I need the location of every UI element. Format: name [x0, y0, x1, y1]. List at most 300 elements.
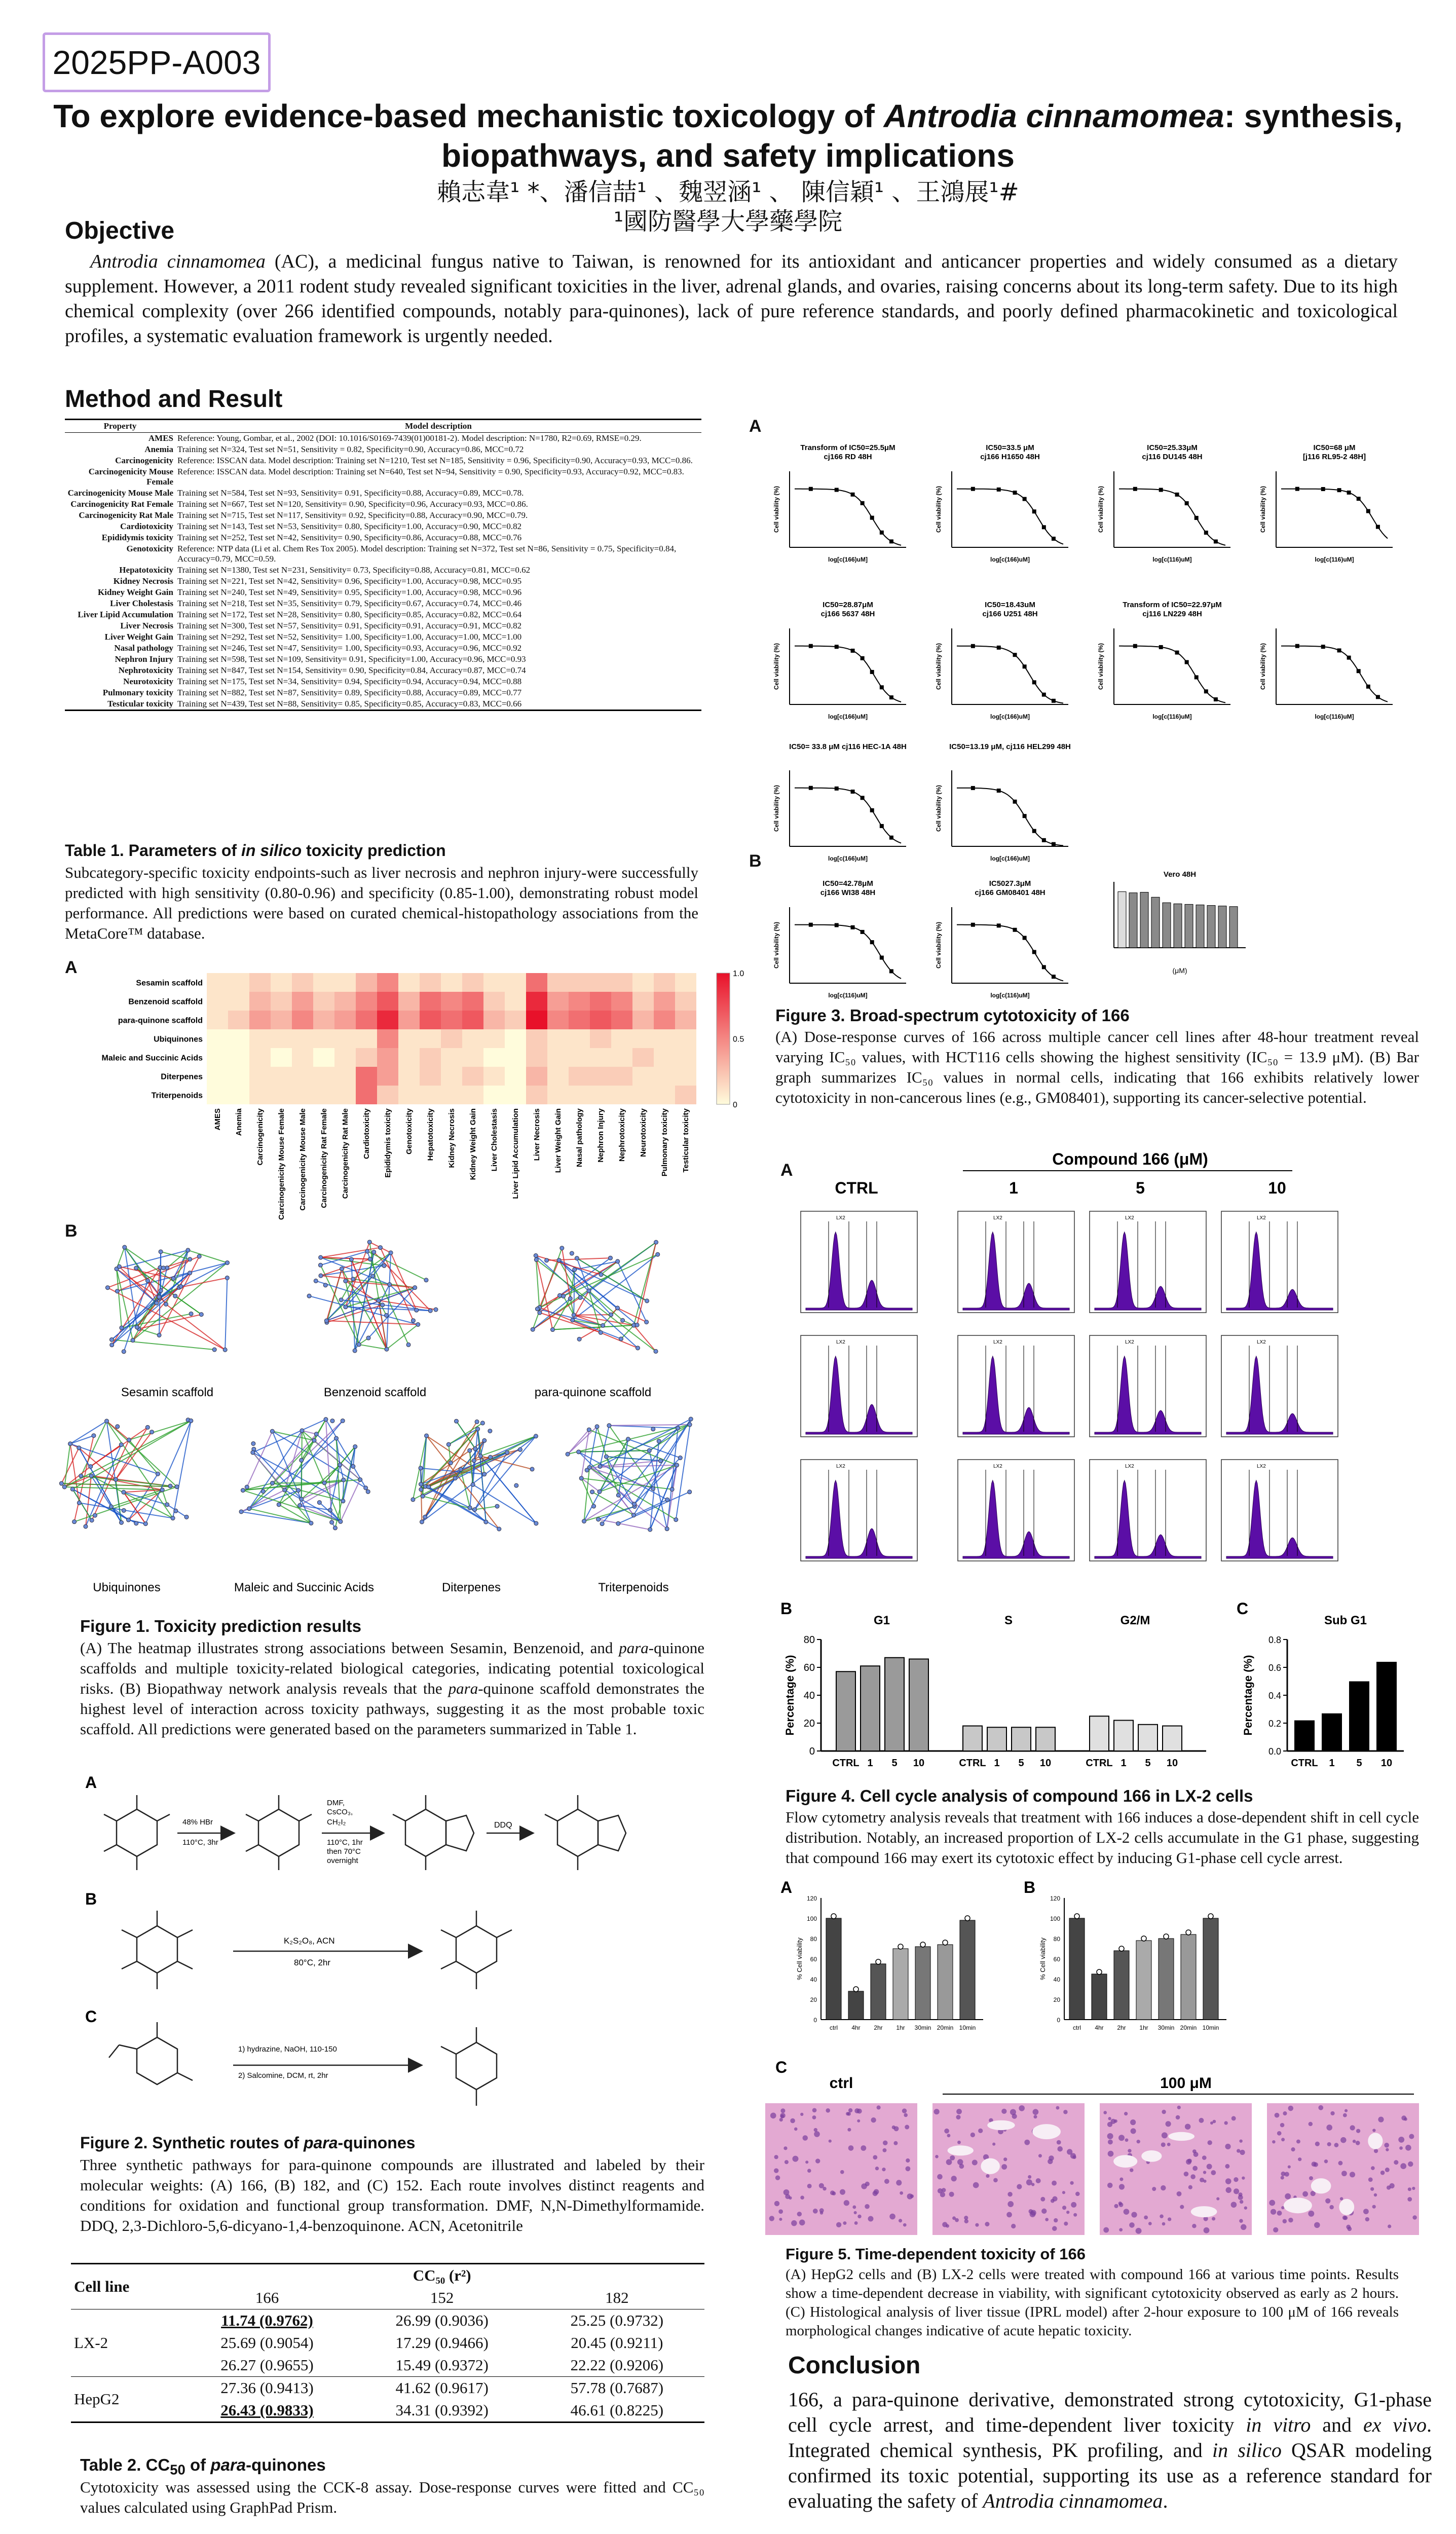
- x-label: log[c(166)uM]: [990, 556, 1030, 563]
- nucleus: [847, 2112, 850, 2115]
- network-node: [575, 1256, 579, 1260]
- subg1-bar: [1294, 1721, 1315, 1752]
- title-line2: biopathways, and safety implications: [441, 137, 1015, 174]
- network-node: [416, 1322, 420, 1326]
- x-tick-label: 1hr: [1139, 2024, 1148, 2031]
- network-edge: [117, 1269, 133, 1340]
- table2-value: 17.29 (0.9466): [395, 2334, 489, 2352]
- nucleus: [1353, 2140, 1356, 2143]
- nucleus: [1052, 2226, 1057, 2231]
- network-node: [377, 1298, 381, 1302]
- y-tick-label: 20: [810, 1996, 817, 2003]
- network-node: [411, 1498, 415, 1502]
- y-label: Cell viability (%): [935, 643, 942, 690]
- network-node: [616, 1493, 620, 1497]
- heatmap-cell: [420, 973, 441, 992]
- heatmap-cell: [249, 1011, 271, 1029]
- table1-row: [65, 455, 701, 466]
- y-tick-label: 0.6: [1268, 1663, 1281, 1673]
- cell-cycle-bar: [963, 1726, 982, 1752]
- y-label: Percentage (%): [783, 1655, 796, 1736]
- network-node: [68, 1442, 72, 1446]
- table1-property: Nasal pathology: [114, 643, 173, 653]
- network-node: [319, 1274, 323, 1278]
- data-point: [997, 488, 1001, 492]
- nucleus: [947, 2134, 950, 2137]
- table1-row: [65, 433, 701, 444]
- network-node: [318, 1263, 322, 1267]
- network-node: [378, 1246, 382, 1250]
- network-node: [413, 1286, 417, 1290]
- nucleus: [1036, 2178, 1041, 2183]
- table2-caption-post: -quinones: [246, 2455, 326, 2474]
- network-node: [145, 1279, 150, 1283]
- nucleus: [1231, 2202, 1237, 2208]
- network-node: [314, 1432, 318, 1436]
- nucleus: [1238, 2195, 1243, 2200]
- network-node: [223, 1348, 227, 1352]
- nucleus: [802, 2135, 808, 2141]
- network-node: [323, 1283, 327, 1287]
- network-node: [366, 1489, 370, 1494]
- nucleus: [1244, 2206, 1247, 2209]
- nucleus: [1269, 2200, 1275, 2206]
- vero-bar: [1118, 892, 1126, 948]
- subg1-bar: [1349, 1682, 1369, 1752]
- plot-subtitle: cj166 RD 48H: [824, 453, 872, 461]
- data-point: [809, 923, 813, 927]
- table1-model-description: Training set N=667, Test set N=120, Sensitivity= 0.90, Specificity=0.96, Accuracy=0.93, MCC=0.86.: [177, 499, 528, 509]
- histogram-label: LX2: [836, 1339, 845, 1345]
- nucleus: [1309, 2122, 1313, 2126]
- nucleus: [1272, 2140, 1276, 2144]
- subg1-title: Sub G1: [1324, 1614, 1367, 1627]
- table1-description: Subcategory-specific toxicity endpoints-such as liver necrosis and nephron injury-were successfully predicted with high sensitivity (0.80-0.96) and specificity (0.85-1.00), demonstrating robust model performance. All predictions were based on curated chemical-histopathology associations from the MetaCore™ database.: [65, 864, 698, 942]
- x-label: log[c(166)uM]: [990, 855, 1030, 862]
- heatmap-cell: [569, 1011, 590, 1029]
- plot-title: IC50=68 μM: [1313, 443, 1356, 452]
- nucleus: [873, 2191, 878, 2196]
- network-node: [651, 1427, 655, 1431]
- network-node: [298, 1503, 302, 1507]
- histogram-label: LX2: [993, 1464, 1002, 1469]
- viability-bar: [915, 1947, 930, 2020]
- nucleus: [1019, 2105, 1025, 2111]
- nucleus: [1114, 2204, 1118, 2208]
- heatmap-cell: [505, 1067, 526, 1086]
- table1-property: Liver Weight Gain: [104, 632, 173, 642]
- nucleus: [1114, 2119, 1117, 2123]
- heatmap-cell: [228, 1048, 249, 1067]
- heatmap-cell: [611, 1067, 632, 1086]
- x-tick-label: 10: [1039, 1758, 1052, 1769]
- network-edge: [173, 1421, 191, 1518]
- nucleus: [1033, 2109, 1039, 2115]
- table2-compound: 166: [179, 2287, 354, 2309]
- data-point: [971, 786, 975, 790]
- network-node: [109, 1337, 114, 1341]
- table1-property: Liver Lipid Accumulation: [78, 610, 173, 619]
- data-point: [880, 956, 884, 960]
- table1-model-description: Training set N=240, Test set N=49, Sensitivity= 0.95, Specificity=1.00, Accuracy=0.98, MCC=0.96: [177, 587, 522, 597]
- network-node: [122, 1490, 126, 1494]
- network-node: [155, 1301, 159, 1305]
- network-edge: [473, 1429, 477, 1485]
- network-edge: [391, 1253, 417, 1310]
- cell-cycle-bar: [1036, 1727, 1055, 1751]
- cell-cycle-bar: [987, 1727, 1006, 1751]
- heatmap-colorbar: [717, 973, 730, 1104]
- heatmap-cell: [356, 1086, 377, 1104]
- fig1-desc-a1: (A) The heatmap illustrates strong associations between Sesamin, Benzenoid, and: [80, 1639, 619, 1657]
- nucleus: [1162, 2222, 1166, 2226]
- x-label: log[c(116)uM]: [1152, 713, 1192, 720]
- nucleus: [949, 2192, 954, 2197]
- network-edge: [249, 1509, 311, 1523]
- network-node: [134, 1266, 138, 1270]
- network-node: [371, 1274, 375, 1278]
- nucleus: [1202, 2155, 1207, 2160]
- heatmap-cell: [547, 1029, 569, 1048]
- nucleus: [1207, 2140, 1212, 2145]
- nucleus: [1204, 2227, 1210, 2233]
- group-title: G1: [873, 1614, 890, 1627]
- nucleus: [852, 2206, 856, 2209]
- x-tick-label: 1: [1329, 1758, 1335, 1769]
- heatmap-col-label: Kidney Necrosis: [447, 1108, 456, 1168]
- poster-code: 2025PP-A003: [52, 44, 261, 81]
- network-node: [475, 1420, 479, 1424]
- nucleus: [1225, 2144, 1230, 2149]
- y-label: Cell viability (%): [935, 486, 942, 533]
- dose-response-plot: [1259, 628, 1393, 720]
- nucleus: [1386, 2148, 1389, 2151]
- fig2-cond-a2-5: overnight: [327, 1856, 358, 1865]
- fig3-caption: Figure 3. Broad-spectrum cytotoxicity of 166: [775, 1006, 1130, 1025]
- network-edge: [451, 1422, 477, 1463]
- y-tick-label: 80: [810, 1935, 817, 1943]
- heatmap-cell: [569, 1048, 590, 1067]
- dose-response-plot: [1097, 601, 1230, 720]
- network-edge: [470, 1508, 486, 1522]
- network-node: [317, 1501, 321, 1505]
- network-node: [579, 1476, 583, 1480]
- nucleus: [792, 2156, 798, 2162]
- network-node: [419, 1482, 423, 1486]
- nucleus: [1343, 2113, 1347, 2117]
- nucleus: [1327, 2142, 1331, 2146]
- network-node: [212, 1348, 216, 1352]
- nucleus: [1041, 2209, 1047, 2214]
- network-node: [427, 1485, 431, 1489]
- nucleus: [950, 2155, 955, 2160]
- table1-model-description: Training set N=175, Test set N=34, Sensitivity= 0.94, Specificity=0.94, Accuracy=0.94, MCC=0.88: [177, 677, 522, 686]
- y-tick-label: 40: [803, 1690, 815, 1701]
- heatmap-cell: [228, 1029, 249, 1048]
- network-edge: [473, 1484, 536, 1523]
- network-node: [173, 1294, 177, 1298]
- network-node: [425, 1434, 429, 1438]
- nucleus: [1033, 2115, 1037, 2118]
- nucleus: [1284, 2172, 1289, 2176]
- vero-bar: [1140, 892, 1148, 948]
- table2-value: 22.22 (0.9206): [530, 2354, 704, 2377]
- plot-title: IC5027.3μM: [989, 879, 1031, 888]
- vacuole: [1032, 2124, 1061, 2139]
- histogram-label: LX2: [1125, 1215, 1134, 1221]
- network-node: [342, 1478, 346, 1482]
- network-node: [261, 1489, 265, 1494]
- heatmap-cell: [398, 1011, 420, 1029]
- network-node: [353, 1349, 357, 1353]
- fig2-caption-post: -quinones: [338, 2134, 416, 2152]
- nucleus: [986, 2174, 989, 2178]
- nucleus: [1001, 2164, 1007, 2170]
- nucleus: [1006, 2212, 1012, 2218]
- nucleus: [774, 2201, 779, 2206]
- network-edge: [579, 1450, 650, 1452]
- network-node: [472, 1459, 476, 1463]
- nucleus: [1356, 2141, 1360, 2145]
- heatmap-cell: [271, 1067, 292, 1086]
- nucleus: [1040, 2197, 1045, 2202]
- network-node: [670, 1487, 674, 1492]
- poster-title: [41, 96, 1415, 175]
- nucleus: [1234, 2188, 1239, 2194]
- y-tick-label: 100: [1050, 1915, 1060, 1922]
- replicate-point: [920, 1942, 925, 1947]
- vero-bar: [1207, 906, 1215, 948]
- heatmap-cell: [249, 1048, 271, 1067]
- flow-histogram: [1221, 1335, 1338, 1437]
- vero-bar: [1174, 904, 1182, 948]
- nucleus: [1001, 2109, 1006, 2114]
- y-label: Cell viability (%): [1097, 643, 1104, 690]
- vero-bar: [1229, 907, 1238, 948]
- flow-histogram: [1221, 1211, 1338, 1313]
- heatmap-cell: [590, 992, 611, 1011]
- nucleus: [1207, 2164, 1212, 2169]
- network-node: [186, 1248, 190, 1252]
- network-node: [283, 1488, 287, 1492]
- network-node: [459, 1467, 463, 1471]
- fit-curve: [1281, 646, 1388, 702]
- data-point: [1357, 497, 1361, 501]
- network-edge: [475, 1506, 497, 1510]
- network-node: [419, 1487, 423, 1492]
- heatmap-row-label: para-quinone scaffold: [118, 1016, 203, 1025]
- data-point: [809, 644, 813, 648]
- viability-bar: [1181, 1934, 1196, 2020]
- nucleus: [847, 2128, 851, 2132]
- conclusion-t5: .: [1163, 2489, 1168, 2512]
- data-point: [1295, 644, 1299, 648]
- heatmap-cell: [356, 1048, 377, 1067]
- nucleus: [1129, 2222, 1135, 2228]
- network-node: [406, 1343, 410, 1347]
- heatmap-cell: [313, 992, 334, 1011]
- histogram-frame: [1090, 1460, 1206, 1561]
- nucleus: [1387, 2185, 1391, 2189]
- heatmap-cell: [483, 992, 505, 1011]
- nucleus: [993, 2178, 998, 2182]
- heatmap-cell: [526, 992, 547, 1011]
- nucleus: [1231, 2116, 1236, 2120]
- heatmap-cell: [398, 992, 420, 1011]
- nucleus: [1409, 2134, 1414, 2139]
- table2-value: 57.78 (0.7687): [570, 2379, 664, 2397]
- heatmap-col-label: Kidney Weight Gain: [469, 1108, 477, 1180]
- nucleus: [1052, 2196, 1057, 2201]
- vacuole: [1191, 2206, 1217, 2217]
- x-tick-label: CTRL: [1086, 1758, 1113, 1769]
- heatmap-cell: [377, 973, 398, 992]
- histogram-frame: [958, 1335, 1074, 1437]
- viability-bar: [1203, 1918, 1218, 2020]
- vacuole: [1339, 2199, 1354, 2215]
- table1-row: [65, 676, 701, 687]
- dose-response-plot: [773, 443, 906, 563]
- network-node: [665, 1498, 669, 1502]
- network-node: [245, 1485, 249, 1489]
- nucleus: [1326, 2125, 1332, 2131]
- heatmap-cell: [398, 1048, 420, 1067]
- nucleus: [1028, 2175, 1031, 2179]
- table2-row: [71, 2309, 704, 2332]
- objective-species: Antrodia cinnamomea: [90, 251, 266, 272]
- flow-histogram: [1090, 1211, 1206, 1313]
- nucleus: [1119, 2228, 1123, 2231]
- colorbar-tick: 0.5: [733, 1035, 744, 1044]
- nucleus: [910, 2194, 914, 2198]
- heatmap-row-label: Sesamin scaffold: [136, 979, 203, 988]
- fig2-panel-a: A: [85, 1773, 97, 1792]
- fit-curve: [1281, 489, 1388, 539]
- nucleus: [844, 2200, 849, 2206]
- network-node: [184, 1515, 189, 1519]
- heatmap-cell: [334, 1067, 356, 1086]
- table1-property: Anemia: [144, 444, 173, 454]
- nucleus: [1212, 2217, 1215, 2220]
- nucleus: [783, 2189, 790, 2195]
- network-node: [495, 1504, 499, 1508]
- nucleus: [873, 2155, 877, 2159]
- nucleus: [1168, 2217, 1171, 2221]
- column-label: 1: [1009, 1179, 1018, 1197]
- fig1-description: [80, 1638, 704, 1739]
- nucleus: [785, 2160, 789, 2164]
- conclusion-t2: and: [1311, 2413, 1363, 2436]
- heatmap-cell: [228, 1067, 249, 1086]
- network-node: [341, 1419, 345, 1423]
- heatmap-cell: [632, 1067, 654, 1086]
- nucleus: [972, 2160, 978, 2166]
- fit-curve: [795, 788, 901, 843]
- heatmap-row-label: Ubiquinones: [154, 1035, 203, 1044]
- data-point: [1175, 493, 1179, 497]
- nucleus: [1280, 2123, 1285, 2128]
- table2-caption-mid: of: [185, 2455, 211, 2474]
- table1-model-description: Training set N=1380, Test set N=231, Sensitivity= 0.73, Specificity=0.88, Accuracy=0.81, MCC=0.62: [177, 565, 531, 575]
- network-node: [484, 1520, 488, 1524]
- nucleus: [1298, 2157, 1301, 2161]
- table2-caption-it: para: [210, 2455, 246, 2474]
- colorbar-tick: 1.0: [733, 970, 744, 978]
- table1-model-description: Reference: Young, Gombar, et al., 2002 (DOI: 10.1016/S0169-7439(01)00181-2). Model description: N=1780, R2=0.69, RMSE=0.29.: [177, 433, 642, 443]
- table2-value: 20.45 (0.9211): [571, 2334, 663, 2352]
- network-node: [105, 1419, 109, 1423]
- plot-title: IC50=25.33μM: [1147, 443, 1198, 452]
- network-node: [689, 1417, 693, 1421]
- heatmap-cell: [611, 1029, 632, 1048]
- data-point: [997, 789, 1001, 793]
- heatmap-col-label: Nasal pathology: [575, 1108, 584, 1167]
- network-node: [674, 1518, 678, 1522]
- nucleus: [956, 2115, 960, 2119]
- heatmap-cell: [547, 1067, 569, 1086]
- nucleus: [861, 2183, 867, 2189]
- y-tick-label: 0.4: [1268, 1691, 1281, 1701]
- replicate-point: [1119, 1946, 1124, 1951]
- fig3-panel-a: A: [749, 417, 762, 436]
- heatmap-cell: [526, 1067, 547, 1086]
- nucleus: [1318, 2105, 1323, 2110]
- network-node: [675, 1463, 679, 1467]
- table2-value: 46.61 (0.8225): [530, 2399, 704, 2423]
- network-edge: [676, 1419, 691, 1520]
- nucleus: [868, 2216, 874, 2221]
- heatmap-cell: [675, 992, 696, 1011]
- x-tick-label: 20min: [937, 2024, 954, 2031]
- nucleus: [1066, 2211, 1069, 2214]
- nucleus: [946, 2159, 952, 2165]
- heatmap-cell: [334, 1011, 356, 1029]
- heatmap-cell: [526, 1086, 547, 1104]
- network-node: [381, 1303, 385, 1307]
- network-node: [626, 1437, 630, 1441]
- table1-model-description: Training set N=221, Test set N=42, Sensitivity= 0.96, Specificity=1.00, Accuracy=0.98, MCC=0.95: [177, 576, 522, 586]
- nucleus: [1234, 2177, 1238, 2182]
- nucleus: [789, 2196, 792, 2200]
- table2-cell-line: HepG2: [71, 2377, 179, 2423]
- network-node: [164, 1302, 168, 1306]
- flow-histogram: [958, 1460, 1074, 1561]
- heatmap-cell: [228, 1086, 249, 1104]
- heatmap-cell: [292, 1029, 313, 1048]
- network-edge: [637, 1242, 656, 1325]
- heatmap-cell: [377, 992, 398, 1011]
- heatmap-cell: [632, 1086, 654, 1104]
- heatmap-cell: [590, 1029, 611, 1048]
- network-node: [117, 1264, 121, 1269]
- dose-response-plot: [773, 879, 906, 999]
- network-node: [157, 1295, 161, 1299]
- data-point: [1013, 491, 1017, 495]
- network-node: [577, 1337, 581, 1341]
- conclusion-heading: Conclusion: [788, 2352, 921, 2379]
- heatmap-cell: [207, 1067, 228, 1086]
- nucleus: [1237, 2149, 1240, 2152]
- heatmap-cell: [207, 1029, 228, 1048]
- fig2-molecule-b: [122, 1911, 512, 1989]
- nucleus: [902, 2108, 907, 2113]
- table1-model-description: Training set N=143, Test set N=53, Sensitivity= 0.80, Specificity=1.00, Accuracy=0.90, MCC=0.82: [177, 521, 522, 531]
- nucleus: [1380, 2171, 1385, 2175]
- viability-bar: [893, 1949, 908, 2020]
- table1-model-description: Reference: ISSCAN data. Model description: Training set N=640, Test set N=94, Sensitivity = 0.90, Specificity=0.93, Accuracy=0.92, MCC=0.83.: [177, 467, 684, 476]
- plot-subtitle: cj116 DU145 48H: [1142, 453, 1203, 461]
- nucleus: [955, 2218, 959, 2222]
